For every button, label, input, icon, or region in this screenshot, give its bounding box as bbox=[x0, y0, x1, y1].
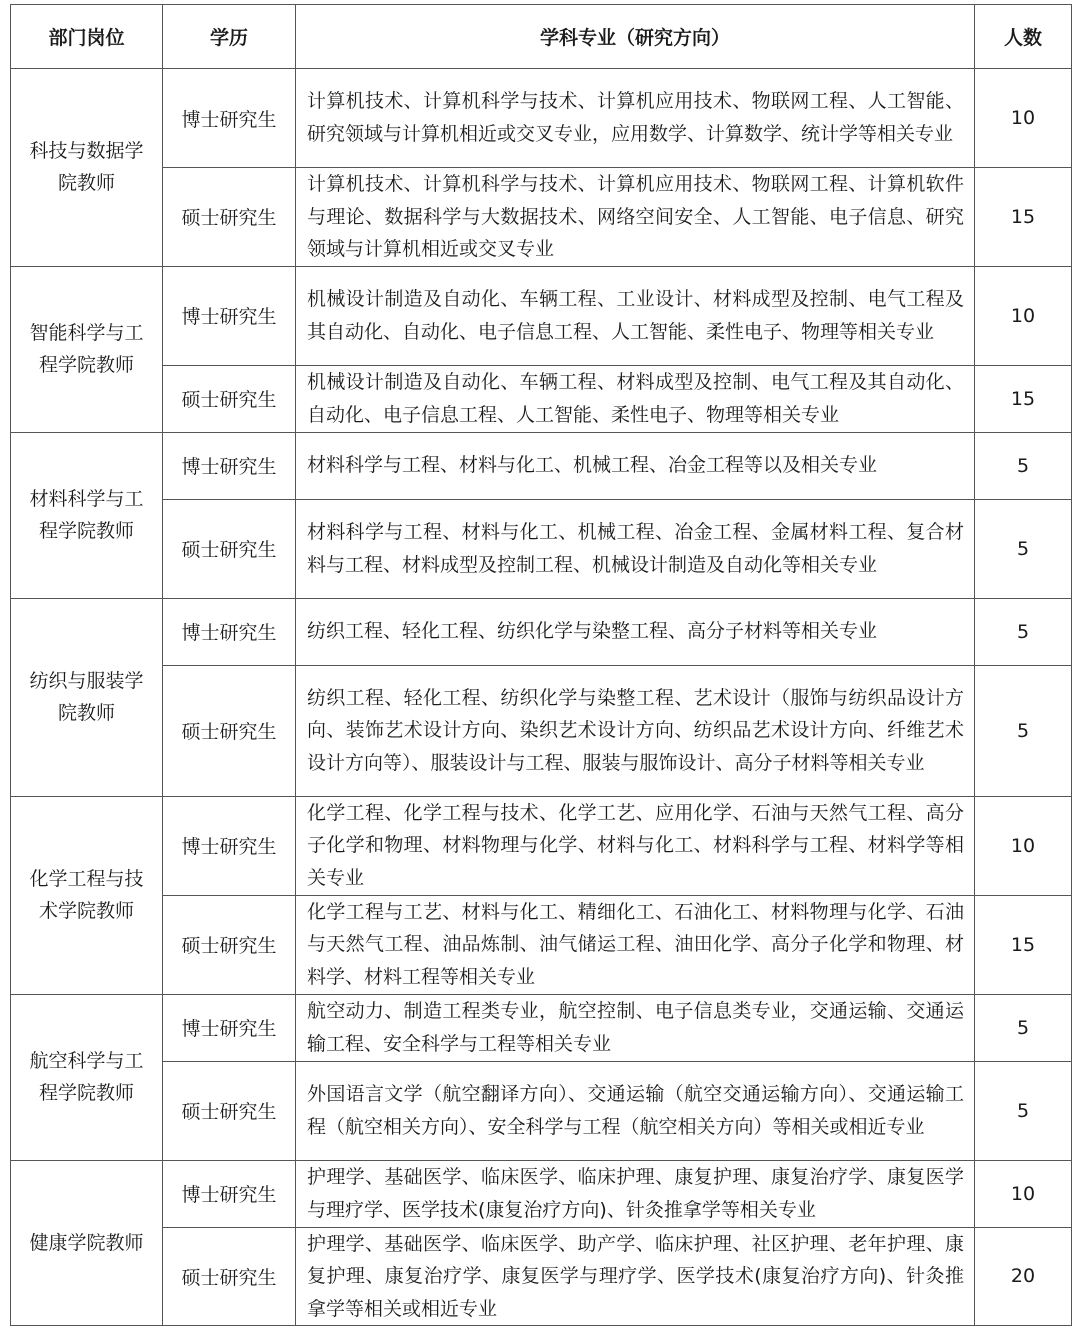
count-cell: 5 bbox=[975, 665, 1072, 796]
count-cell: 10 bbox=[975, 266, 1072, 365]
count-cell: 5 bbox=[975, 994, 1072, 1061]
count-cell: 5 bbox=[975, 499, 1072, 598]
major-cell: 材料科学与工程、材料与化工、机械工程、冶金工程等以及相关专业 bbox=[296, 432, 975, 499]
recruitment-table bbox=[10, 4, 1072, 1326]
table-row bbox=[11, 365, 1072, 432]
degree-cell: 硕士研究生 bbox=[163, 499, 296, 598]
major-cell: 机械设计制造及自动化、车辆工程、材料成型及控制、电气工程及其自动化、自动化、电子信息工程、人工智能、柔性电子、物理等相关专业 bbox=[296, 365, 975, 432]
dept-name: 化学工程与技术学院教师 bbox=[29, 868, 144, 923]
recruitment-table-container bbox=[10, 4, 1072, 1326]
header-degree: 学历 bbox=[163, 5, 296, 69]
dept-cell bbox=[11, 598, 163, 796]
major-cell: 护理学、基础医学、临床医学、临床护理、康复护理、康复治疗学、康复医学与理疗学、医学技术(康复治疗方向)、针灸推拿学等相关专业 bbox=[296, 1160, 975, 1227]
count-cell: 5 bbox=[975, 598, 1072, 665]
degree-cell: 博士研究生 bbox=[163, 796, 296, 895]
degree-cell: 硕士研究生 bbox=[163, 365, 296, 432]
degree-cell: 博士研究生 bbox=[163, 432, 296, 499]
table-row bbox=[11, 1227, 1072, 1326]
count-cell: 15 bbox=[975, 168, 1072, 267]
major-cell: 外国语言文学（航空翻译方向）、交通运输（航空交通运输方向）、交通运输工程（航空相关方向）、安全科学与工程（航空相关方向）等相关或相近专业 bbox=[296, 1061, 975, 1160]
table-row bbox=[11, 1160, 1072, 1227]
table-row bbox=[11, 895, 1072, 994]
header-count: 人数 bbox=[975, 5, 1072, 69]
major-cell: 护理学、基础医学、临床医学、助产学、临床护理、社区护理、老年护理、康复护理、康复治疗学、康复医学与理疗学、医学技术(康复治疗方向)、针灸推拿学等相关或相近专业 bbox=[296, 1227, 975, 1326]
table-row bbox=[11, 994, 1072, 1061]
table-row bbox=[11, 432, 1072, 499]
dept-name: 智能科学与工程学院教师 bbox=[29, 322, 144, 377]
major-cell: 化学工程与工艺、材料与化工、精细化工、石油化工、材料物理与化学、石油与天然气工程、油品炼制、油气储运工程、油田化学、高分子化学和物理、材料学、材料工程等相关专业 bbox=[296, 895, 975, 994]
major-cell: 材料科学与工程、材料与化工、机械工程、冶金工程、金属材料工程、复合材料与工程、材料成型及控制工程、机械设计制造及自动化等相关专业 bbox=[296, 499, 975, 598]
major-cell: 纺织工程、轻化工程、纺织化学与染整工程、高分子材料等相关专业 bbox=[296, 598, 975, 665]
degree-cell: 博士研究生 bbox=[163, 69, 296, 168]
dept-name: 纺织与服装学院教师 bbox=[29, 670, 144, 725]
degree-cell: 硕士研究生 bbox=[163, 895, 296, 994]
dept-cell bbox=[11, 796, 163, 994]
header-dept: 部门岗位 bbox=[11, 5, 163, 69]
table-row bbox=[11, 69, 1072, 168]
count-cell: 15 bbox=[975, 365, 1072, 432]
table-row bbox=[11, 598, 1072, 665]
degree-cell: 博士研究生 bbox=[163, 994, 296, 1061]
table-row bbox=[11, 796, 1072, 895]
major-cell: 航空动力、制造工程类专业，航空控制、电子信息类专业，交通运输、交通运输工程、安全科学与工程等相关专业 bbox=[296, 994, 975, 1061]
degree-cell: 博士研究生 bbox=[163, 598, 296, 665]
degree-cell: 博士研究生 bbox=[163, 266, 296, 365]
major-cell: 计算机技术、计算机科学与技术、计算机应用技术、物联网工程、计算机软件与理论、数据科学与大数据技术、网络空间安全、人工智能、电子信息、研究领域与计算机相近或交叉专业 bbox=[296, 168, 975, 267]
header-row bbox=[11, 5, 1072, 69]
count-cell: 10 bbox=[975, 1160, 1072, 1227]
table-row bbox=[11, 168, 1072, 267]
dept-cell bbox=[11, 432, 163, 598]
dept-cell bbox=[11, 994, 163, 1160]
degree-cell: 硕士研究生 bbox=[163, 1227, 296, 1326]
dept-name: 材料科学与工程学院教师 bbox=[29, 488, 144, 543]
degree-cell: 博士研究生 bbox=[163, 1160, 296, 1227]
degree-cell: 硕士研究生 bbox=[163, 168, 296, 267]
dept-cell bbox=[11, 1160, 163, 1326]
count-cell: 20 bbox=[975, 1227, 1072, 1326]
table-row bbox=[11, 266, 1072, 365]
dept-cell bbox=[11, 69, 163, 267]
count-cell: 5 bbox=[975, 432, 1072, 499]
major-cell: 化学工程、化学工程与技术、化学工艺、应用化学、石油与天然气工程、高分子化学和物理、材料物理与化学、材料与化工、材料科学与工程、材料学等相关专业 bbox=[296, 796, 975, 895]
major-cell: 机械设计制造及自动化、车辆工程、工业设计、材料成型及控制、电气工程及其自动化、自动化、电子信息工程、人工智能、柔性电子、物理等相关专业 bbox=[296, 266, 975, 365]
count-cell: 15 bbox=[975, 895, 1072, 994]
dept-cell bbox=[11, 266, 163, 432]
header-major: 学科专业（研究方向） bbox=[296, 5, 975, 69]
dept-name: 健康学院教师 bbox=[29, 1231, 144, 1254]
major-cell: 计算机技术、计算机科学与技术、计算机应用技术、物联网工程、人工智能、研究领域与计算机相近或交叉专业，应用数学、计算数学、统计学等相关专业 bbox=[296, 69, 975, 168]
table-row bbox=[11, 499, 1072, 598]
count-cell: 10 bbox=[975, 796, 1072, 895]
table-row bbox=[11, 1061, 1072, 1160]
degree-cell: 硕士研究生 bbox=[163, 665, 296, 796]
count-cell: 10 bbox=[975, 69, 1072, 168]
dept-name: 科技与数据学院教师 bbox=[29, 140, 144, 195]
dept-name: 航空科学与工程学院教师 bbox=[29, 1050, 144, 1105]
count-cell: 5 bbox=[975, 1061, 1072, 1160]
table-row bbox=[11, 665, 1072, 796]
major-cell: 纺织工程、轻化工程、纺织化学与染整工程、艺术设计（服饰与纺织品设计方向、装饰艺术设计方向、染织艺术设计方向、纺织品艺术设计方向、纤维艺术设计方向等）、服装设计与工程、服装与服饰设计、高分子材料等相关专业 bbox=[296, 665, 975, 796]
degree-cell: 硕士研究生 bbox=[163, 1061, 296, 1160]
